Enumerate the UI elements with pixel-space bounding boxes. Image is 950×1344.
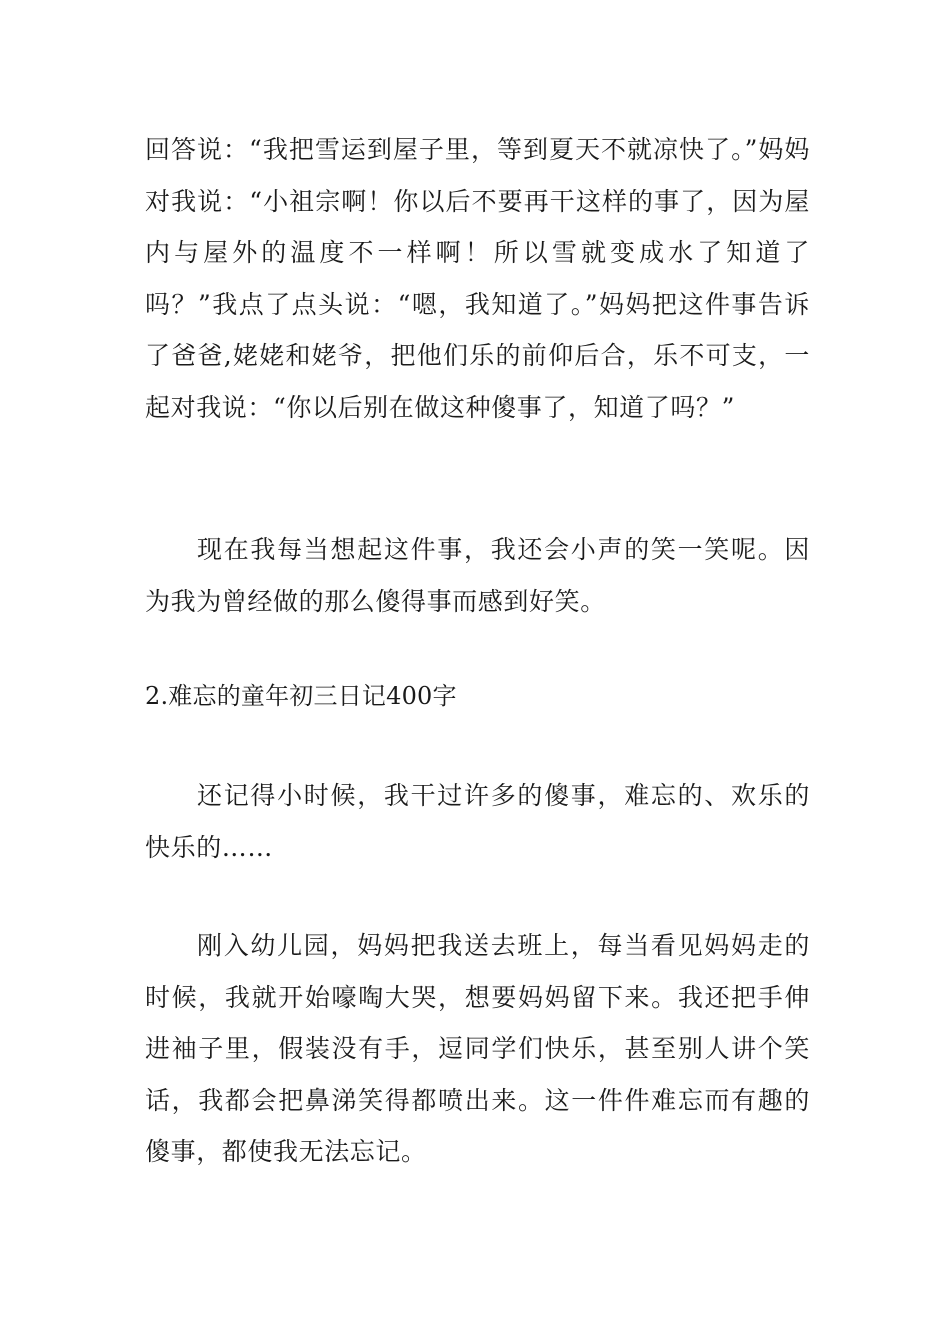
story-paragraph-2: 现在我每当想起这件事，我还会小声的笑一笑呢。因为我为曾经做的那么傻得事而感到好笑。 [145,535,810,616]
story-paragraph-1: 回答说：“我把雪运到屋子里，等到夏天不就凉快了。”妈妈对我说：“小祖宗啊！你以后不要再干这样的事了，因为屋内与屋外的温度不一样啊！所以雪就变成水了知道了吗？”我点了点头说：“嗯，我知道了。”妈妈把这件事告诉了爸爸,姥姥和姥爷，把他们乐的前仰后合，乐不可支，一起对我说：“你以后别在做这种傻事了，知道了吗？” [145,135,810,422]
section-heading: 2.难忘的童年初三日记400字 [145,682,457,710]
story-paragraph-4: 刚入幼儿园，妈妈把我送去班上，每当看见妈妈走的时候，我就开始嚎啕大哭，想要妈妈留下来。我还把手伸进袖子里，假装没有手，逗同学们快乐，甚至别人讲个笑话，我都会把鼻涕笑得都喷出来。这一件件难忘而有趣的傻事，都使我无法忘记。 [145,931,810,1166]
story-paragraph-3: 还记得小时候，我干过许多的傻事，难忘的、欢乐的快乐的…… [145,781,810,862]
